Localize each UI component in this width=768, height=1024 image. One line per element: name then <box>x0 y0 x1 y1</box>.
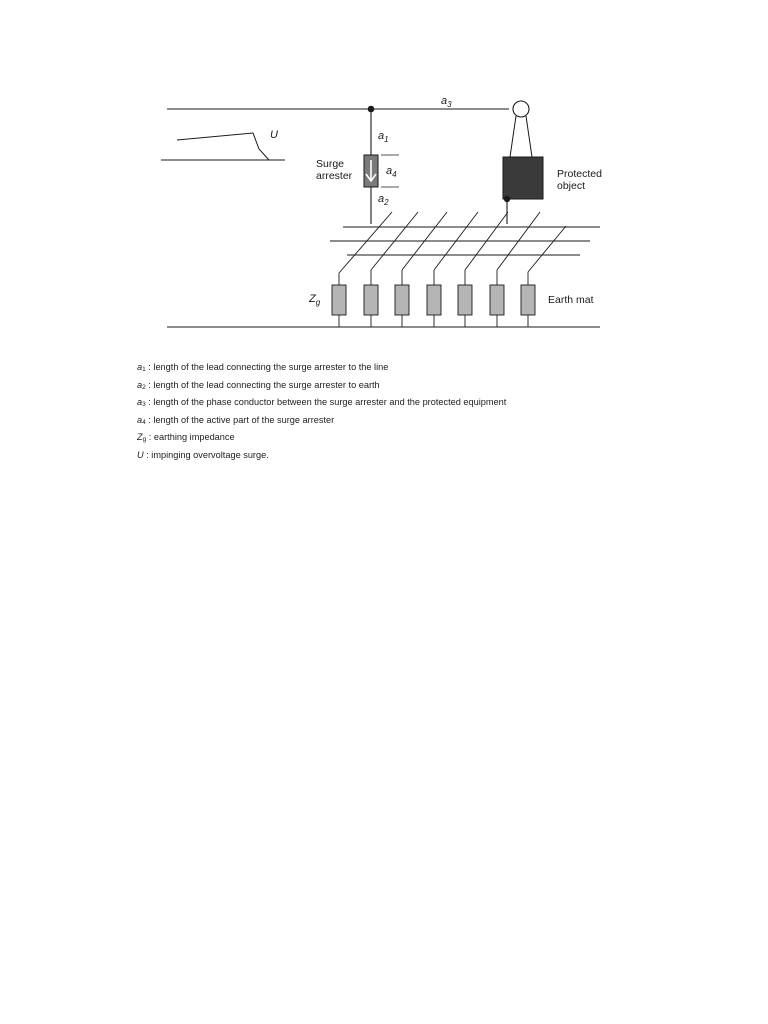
label-surge-arrester: Surge arrester <box>316 158 353 182</box>
legend-item: U : impinging overvoltage surge. <box>137 449 269 460</box>
impedance-4 <box>427 285 441 315</box>
legend-item: a1 : length of the lead connecting the surge arrester to the line <box>137 362 389 373</box>
surge-arrester-diagram <box>0 0 768 340</box>
legend <box>137 360 607 466</box>
bushing-leg-right <box>526 116 532 157</box>
bushing-circle <box>513 101 529 117</box>
label-a4: $a_4$ <box>386 165 397 179</box>
label-a2: $a_2$ <box>378 193 389 207</box>
impedance-2 <box>364 285 378 315</box>
legend-item: a2 : length of the lead connecting the surge arrester to earth <box>137 379 380 391</box>
label-earth-mat: Earth mat <box>548 294 594 306</box>
label-a3: $a_3$ <box>441 95 452 109</box>
impedance-zg <box>332 285 346 315</box>
legend-item: a4 : length of the active part of the surge arrester <box>137 414 335 426</box>
legend-item: a3 : length of the phase conductor between the surge arrester and the protected equipment <box>137 397 507 409</box>
bushing-leg-left <box>510 116 516 157</box>
earthing-impedances <box>332 285 535 315</box>
label-a1: $a_1$ <box>378 130 389 144</box>
label-zg: $Z_g$ <box>309 293 321 307</box>
impedance-6 <box>490 285 504 315</box>
label-protected-object: Protected object <box>557 168 602 192</box>
earth-electrodes <box>339 212 566 285</box>
impedance-7 <box>521 285 535 315</box>
surge-waveform <box>177 133 269 160</box>
impedance-stubs <box>339 315 528 327</box>
impedance-3 <box>395 285 409 315</box>
protected-object-box <box>503 157 543 199</box>
impedance-5 <box>458 285 472 315</box>
legend-item: Zg : earthing impedance <box>137 432 235 444</box>
label-u: U <box>270 129 278 141</box>
